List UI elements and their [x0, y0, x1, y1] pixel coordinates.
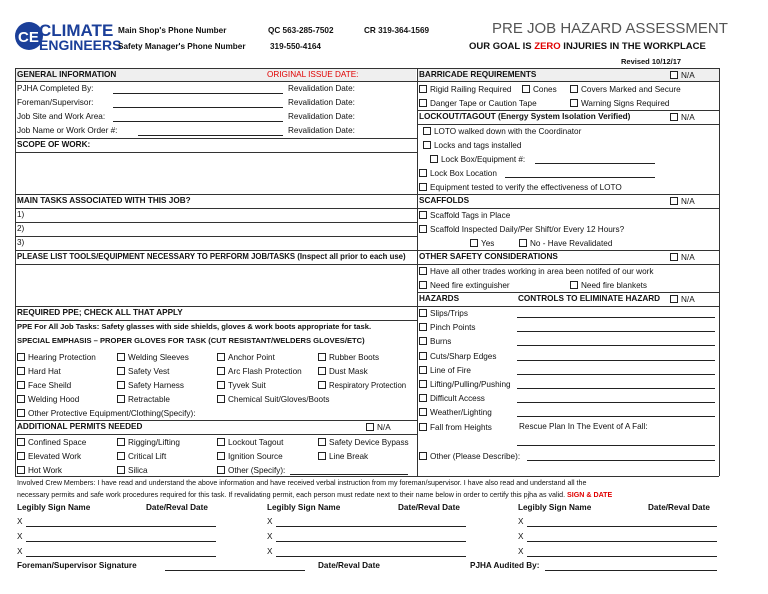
ppe-hard-hat[interactable]: Hard Hat [17, 367, 61, 376]
checkbox[interactable] [17, 353, 25, 361]
col-date-1: Date/Reval Date [146, 503, 208, 512]
signature-line[interactable] [276, 526, 466, 527]
checkbox[interactable] [419, 211, 427, 219]
checkbox[interactable] [17, 381, 25, 389]
permit-line-break[interactable]: Line Break [318, 452, 368, 461]
ppe-anchor-point[interactable]: Anchor Point [217, 353, 275, 362]
sign-x: X [518, 517, 524, 526]
control-field-8[interactable] [517, 416, 715, 417]
permits-heading: ADDITIONAL PERMITS NEEDED [17, 422, 143, 431]
scope-field[interactable] [16, 153, 416, 193]
hazards-heading: HAZARDS [419, 294, 460, 303]
controls-heading: CONTROLS TO ELIMINATE HAZARD [518, 294, 661, 303]
checkbox[interactable] [17, 466, 25, 474]
permits-na[interactable]: N/A [366, 423, 391, 432]
col-date-3: Date/Reval Date [648, 503, 710, 512]
ppe-other[interactable]: Other Protective Equipment/Clothing(Specify): [17, 409, 195, 418]
crew-statement-2-text: necessary permits and safe work procedures required for this task. If revalidating permit, each person must redate next to their name below in order to certify this pjha as valid. [17, 491, 566, 499]
loto-heading: LOCKOUT/TAGOUT (Energy System Isolation Verified) [419, 112, 631, 121]
checkbox[interactable] [217, 395, 225, 403]
hazard-lifting[interactable]: Lifting/Pulling/Pushing [419, 380, 511, 389]
ppe-tyvek-suit[interactable]: Tyvek Suit [217, 381, 266, 390]
ppe-rubber-boots[interactable]: Rubber Boots [318, 353, 379, 362]
ppe-safety-vest[interactable]: Safety Vest [117, 367, 169, 376]
checkbox[interactable] [17, 395, 25, 403]
checkbox[interactable] [522, 85, 530, 93]
tools-field[interactable] [16, 265, 416, 305]
checkbox[interactable] [217, 367, 225, 375]
hazard-other[interactable]: Other (Please Describe): [419, 452, 520, 461]
tools-heading: PLEASE LIST TOOLS/EQUIPMENT NECESSARY TO PERFORM JOB/TASKS (Inspect all prior to each use) [17, 252, 406, 261]
checkbox[interactable] [419, 366, 427, 374]
checkbox[interactable] [419, 183, 427, 191]
checkbox[interactable] [670, 295, 678, 303]
pjha-audited-label: PJHA Audited By: [470, 561, 540, 570]
checkbox[interactable] [419, 99, 427, 107]
hazard-pinch-points[interactable]: Pinch Points [419, 323, 476, 332]
checkbox[interactable] [419, 423, 427, 431]
checkbox[interactable] [217, 452, 225, 460]
task-item-2[interactable]: 2) [17, 224, 25, 233]
hazard-burns[interactable]: Burns [419, 337, 451, 346]
sign-x: X [17, 517, 23, 526]
foreman-date-label: Date/Reval Date [318, 561, 380, 570]
hazard-fall-heights[interactable]: Fall from Heights [419, 423, 492, 432]
barricade-cones[interactable]: Cones [522, 85, 557, 94]
col-date-2: Date/Reval Date [398, 503, 460, 512]
loto-lock-box-equipment[interactable]: Lock Box/Equipment #: [430, 155, 525, 164]
checkbox[interactable] [670, 113, 678, 121]
lock-box-location-field[interactable] [505, 177, 655, 178]
checkbox[interactable] [419, 394, 427, 402]
other-trades-notified[interactable]: Have all other trades working in area been notifed of our work [419, 267, 653, 276]
control-field-1[interactable] [517, 317, 715, 318]
col-sign-2: Legibly Sign Name [267, 503, 341, 512]
ppe-dust-mask[interactable]: Dust Mask [318, 367, 368, 376]
lock-box-equipment-field[interactable] [535, 163, 655, 164]
checkbox[interactable] [117, 438, 125, 446]
checkbox[interactable] [570, 281, 578, 289]
signature-line[interactable] [527, 541, 717, 542]
checkbox[interactable] [570, 99, 578, 107]
general-info-heading: GENERAL INFORMATION [17, 70, 117, 79]
signature-line[interactable] [26, 526, 216, 527]
checkbox[interactable] [423, 141, 431, 149]
ppe-safety-harness[interactable]: Safety Harness [117, 381, 184, 390]
signature-line[interactable] [527, 556, 717, 557]
scaffolds-heading: SCAFFOLDS [419, 196, 470, 205]
checkbox[interactable] [419, 352, 427, 360]
reval-date-label-3: Revalidation Date: [288, 112, 355, 121]
page-title: PRE JOB HAZARD ASSESSMENT [492, 20, 728, 37]
loto-lock-box-location[interactable]: Lock Box Location [419, 169, 497, 178]
checkbox[interactable] [570, 85, 578, 93]
goal-zero: ZERO [534, 41, 561, 52]
original-issue-date-label: ORIGINAL ISSUE DATE: [267, 70, 359, 79]
checkbox[interactable] [17, 438, 25, 446]
signature-line[interactable] [26, 541, 216, 542]
checkbox[interactable] [419, 225, 427, 233]
scaffold-yes[interactable]: Yes [470, 239, 494, 248]
ppe-welding-hood[interactable]: Welding Hood [17, 395, 79, 404]
loto-na[interactable]: N/A [670, 113, 695, 122]
foreman-signature-line[interactable] [165, 570, 305, 571]
permit-silica[interactable]: Silica [117, 466, 148, 475]
control-field-6[interactable] [517, 388, 715, 389]
checkbox[interactable] [470, 239, 478, 247]
cr-phone: CR 319-364-1569 [364, 26, 430, 35]
foreman-field[interactable] [113, 107, 283, 108]
checkbox[interactable] [430, 155, 438, 163]
control-field-4[interactable] [517, 360, 715, 361]
checkbox[interactable] [117, 367, 125, 375]
goal-pre: OUR GOAL IS [469, 41, 535, 52]
tasks-heading: MAIN TASKS ASSOCIATED WITH THIS JOB? [17, 196, 191, 205]
sign-x: X [17, 532, 23, 541]
ppe-welding-sleeves[interactable]: Welding Sleeves [117, 353, 189, 362]
foreman-label: Foreman/Supervisor: [17, 98, 94, 107]
pjha-completed-field[interactable] [113, 93, 283, 94]
checkbox[interactable] [318, 438, 326, 446]
control-field-3[interactable] [517, 345, 715, 346]
checkbox[interactable] [217, 466, 225, 474]
revised-date: Revised 10/12/17 [621, 57, 682, 66]
sign-x: X [17, 547, 23, 556]
rescue-plan-label: Rescue Plan In The Event of A Fall: [519, 422, 648, 431]
permit-critical-lift[interactable]: Critical Lift [117, 452, 166, 461]
safety-phone: 319-550-4164 [270, 42, 321, 51]
svg-text:CE: CE [18, 29, 39, 46]
checkbox[interactable] [217, 353, 225, 361]
ppe-arc-flash[interactable]: Arc Flash Protection [217, 367, 302, 376]
permit-other-field[interactable] [290, 474, 408, 475]
hazard-difficult-access[interactable]: Difficult Access [419, 394, 485, 403]
checkbox[interactable] [117, 381, 125, 389]
ppe-special-emphasis: SPECIAL EMPHASIS – PROPER GLOVES FOR TASK (CUT RESISTANT/WELDERS GLOVES/ETC) [17, 336, 365, 345]
checkbox[interactable] [17, 367, 25, 375]
job-site-field[interactable] [113, 121, 283, 122]
crew-statement-2 [17, 492, 612, 499]
checkbox[interactable] [217, 438, 225, 446]
signature-line[interactable] [26, 556, 216, 557]
checkbox[interactable] [419, 267, 427, 275]
reval-date-label-1: Revalidation Date: [288, 84, 355, 93]
loto-walked-down[interactable]: LOTO walked down with the Coordinator [423, 127, 581, 136]
signature-line[interactable] [276, 556, 466, 557]
checkbox[interactable] [419, 281, 427, 289]
col-sign-3: Legibly Sign Name [518, 503, 592, 512]
reval-date-label-2: Revalidation Date: [288, 98, 355, 107]
control-field-7[interactable] [517, 402, 715, 403]
barricade-danger-tape[interactable]: Danger Tape or Caution Tape [419, 99, 537, 108]
control-field-5[interactable] [517, 374, 715, 375]
checkbox[interactable] [217, 381, 225, 389]
checkbox[interactable] [419, 380, 427, 388]
sign-x: X [267, 517, 273, 526]
need-fire-extinguisher[interactable]: Need fire extinguisher [419, 281, 510, 290]
scaffold-inspected[interactable]: Scaffold Inspected Daily/Per Shift/or Every 12 Hours? [419, 225, 624, 234]
checkbox[interactable] [519, 239, 527, 247]
job-site-label: Job Site and Work Area: [17, 112, 106, 121]
permit-confined-space[interactable]: Confined Space [17, 438, 86, 447]
hazard-line-of-fire[interactable]: Line of Fire [419, 366, 471, 375]
scaffold-tags[interactable]: Scaffold Tags in Place [419, 211, 510, 220]
other-safety-na[interactable]: N/A [670, 253, 695, 262]
checkbox[interactable] [670, 253, 678, 261]
sign-x: X [267, 532, 273, 541]
logo-text-climate: CLIMATE [39, 21, 114, 40]
checkbox[interactable] [670, 197, 678, 205]
reval-date-label-4: Revalidation Date: [288, 126, 355, 135]
permit-rigging[interactable]: Rigging/Lifting [117, 438, 180, 447]
job-name-label: Job Name or Work Order #: [17, 126, 118, 135]
sign-x: X [518, 532, 524, 541]
sign-x: X [267, 547, 273, 556]
ppe-hearing-protection[interactable]: Hearing Protection [17, 353, 96, 362]
hazard-cuts[interactable]: Cuts/Sharp Edges [419, 352, 496, 361]
checkbox[interactable] [366, 423, 374, 431]
task-item-1[interactable]: 1) [17, 210, 25, 219]
logo-text-engineers: ENGINEERS [39, 37, 122, 53]
checkbox[interactable] [419, 85, 427, 93]
task-item-3[interactable]: 3) [17, 238, 25, 247]
sign-date-label: SIGN & DATE [567, 491, 613, 499]
ppe-all-tasks: PPE For All Job Tasks: Safety glasses with side shields, gloves & work boots appropriate for task. [17, 322, 372, 331]
goal-line [469, 41, 706, 52]
permit-ignition[interactable]: Ignition Source [217, 452, 283, 461]
other-safety-heading: OTHER SAFETY CONSIDERATIONS [419, 252, 558, 261]
scaffolds-na[interactable]: N/A [670, 197, 695, 206]
permit-safety-bypass[interactable]: Safety Device Bypass [318, 438, 409, 447]
checkbox[interactable] [318, 381, 326, 389]
ppe-face-shield[interactable]: Face Sheild [17, 381, 71, 390]
barricade-heading: BARRICADE REQUIREMENTS [419, 70, 537, 79]
checkbox[interactable] [117, 452, 125, 460]
control-field-2[interactable] [517, 331, 715, 332]
hazard-slips-trips[interactable]: Slips/Trips [419, 309, 468, 318]
ppe-respiratory[interactable]: Respiratory Protection [318, 381, 406, 390]
crew-statement-1: Involved Crew Members: I have read and understand the above information and have received verbal instruction from my foreman/supervisor. I have also read and understand all the [17, 479, 587, 487]
barricade-na[interactable]: N/A [670, 71, 695, 80]
checkbox[interactable] [17, 452, 25, 460]
barricade-warning-signs[interactable]: Warning Signs Required [570, 99, 669, 108]
checkbox[interactable] [419, 408, 427, 416]
loto-locks-tags[interactable]: Locks and tags installed [423, 141, 521, 150]
foreman-signature-label: Foreman/Supervisor Signature [17, 561, 137, 570]
checkbox[interactable] [419, 337, 427, 345]
scope-heading: SCOPE OF WORK: [17, 140, 91, 149]
checkbox[interactable] [117, 353, 125, 361]
hazard-other-field[interactable] [527, 460, 715, 461]
ppe-chemical-suit[interactable]: Chemical Suit/Gloves/Boots [217, 395, 329, 404]
loto-equipment-tested[interactable]: Equipment tested to verify the effectiveness of LOTO [419, 183, 622, 192]
signature-line[interactable] [527, 526, 717, 527]
checkbox[interactable] [318, 367, 326, 375]
main-phone-label: Main Shop's Phone Number [118, 26, 227, 35]
goal-post: INJURIES IN THE WORKPLACE [560, 41, 706, 52]
checkbox[interactable] [419, 309, 427, 317]
ppe-retractable[interactable]: Retractable [117, 395, 170, 404]
checkbox[interactable] [423, 127, 431, 135]
pjha-audited-line[interactable] [545, 570, 717, 571]
checkbox[interactable] [117, 466, 125, 474]
checkbox[interactable] [17, 409, 25, 417]
signature-line[interactable] [276, 541, 466, 542]
sign-x: X [518, 547, 524, 556]
permit-lockout[interactable]: Lockout Tagout [217, 438, 283, 447]
barricade-covers[interactable]: Covers Marked and Secure [570, 85, 681, 94]
safety-phone-label: Safety Manager's Phone Number [118, 42, 246, 51]
permit-other[interactable]: Other (Specify): [217, 466, 285, 475]
need-fire-blankets[interactable]: Need fire blankets [570, 281, 647, 290]
checkbox[interactable] [419, 452, 427, 460]
job-name-field[interactable] [138, 135, 283, 136]
checkbox[interactable] [318, 452, 326, 460]
qc-phone: QC 563-285-7502 [268, 26, 334, 35]
checkbox[interactable] [419, 169, 427, 177]
checkbox[interactable] [117, 395, 125, 403]
checkbox[interactable] [419, 323, 427, 331]
ppe-heading: REQUIRED PPE; CHECK ALL THAT APPLY [17, 308, 183, 317]
scaffold-no-revalidated[interactable]: No - Have Revalidated [519, 239, 612, 248]
checkbox[interactable] [670, 71, 678, 79]
col-sign-1: Legibly Sign Name [17, 503, 91, 512]
permit-elevated-work[interactable]: Elevated Work [17, 452, 81, 461]
hazard-weather[interactable]: Weather/Lighting [419, 408, 492, 417]
permit-hot-work[interactable]: Hot Work [17, 466, 62, 475]
checkbox[interactable] [318, 353, 326, 361]
pjha-completed-label: PJHA Completed By: [17, 84, 94, 93]
rescue-plan-field[interactable] [517, 445, 715, 446]
hazards-na[interactable]: N/A [670, 295, 695, 304]
barricade-rigid-railing[interactable]: Rigid Railing Required [419, 85, 511, 94]
